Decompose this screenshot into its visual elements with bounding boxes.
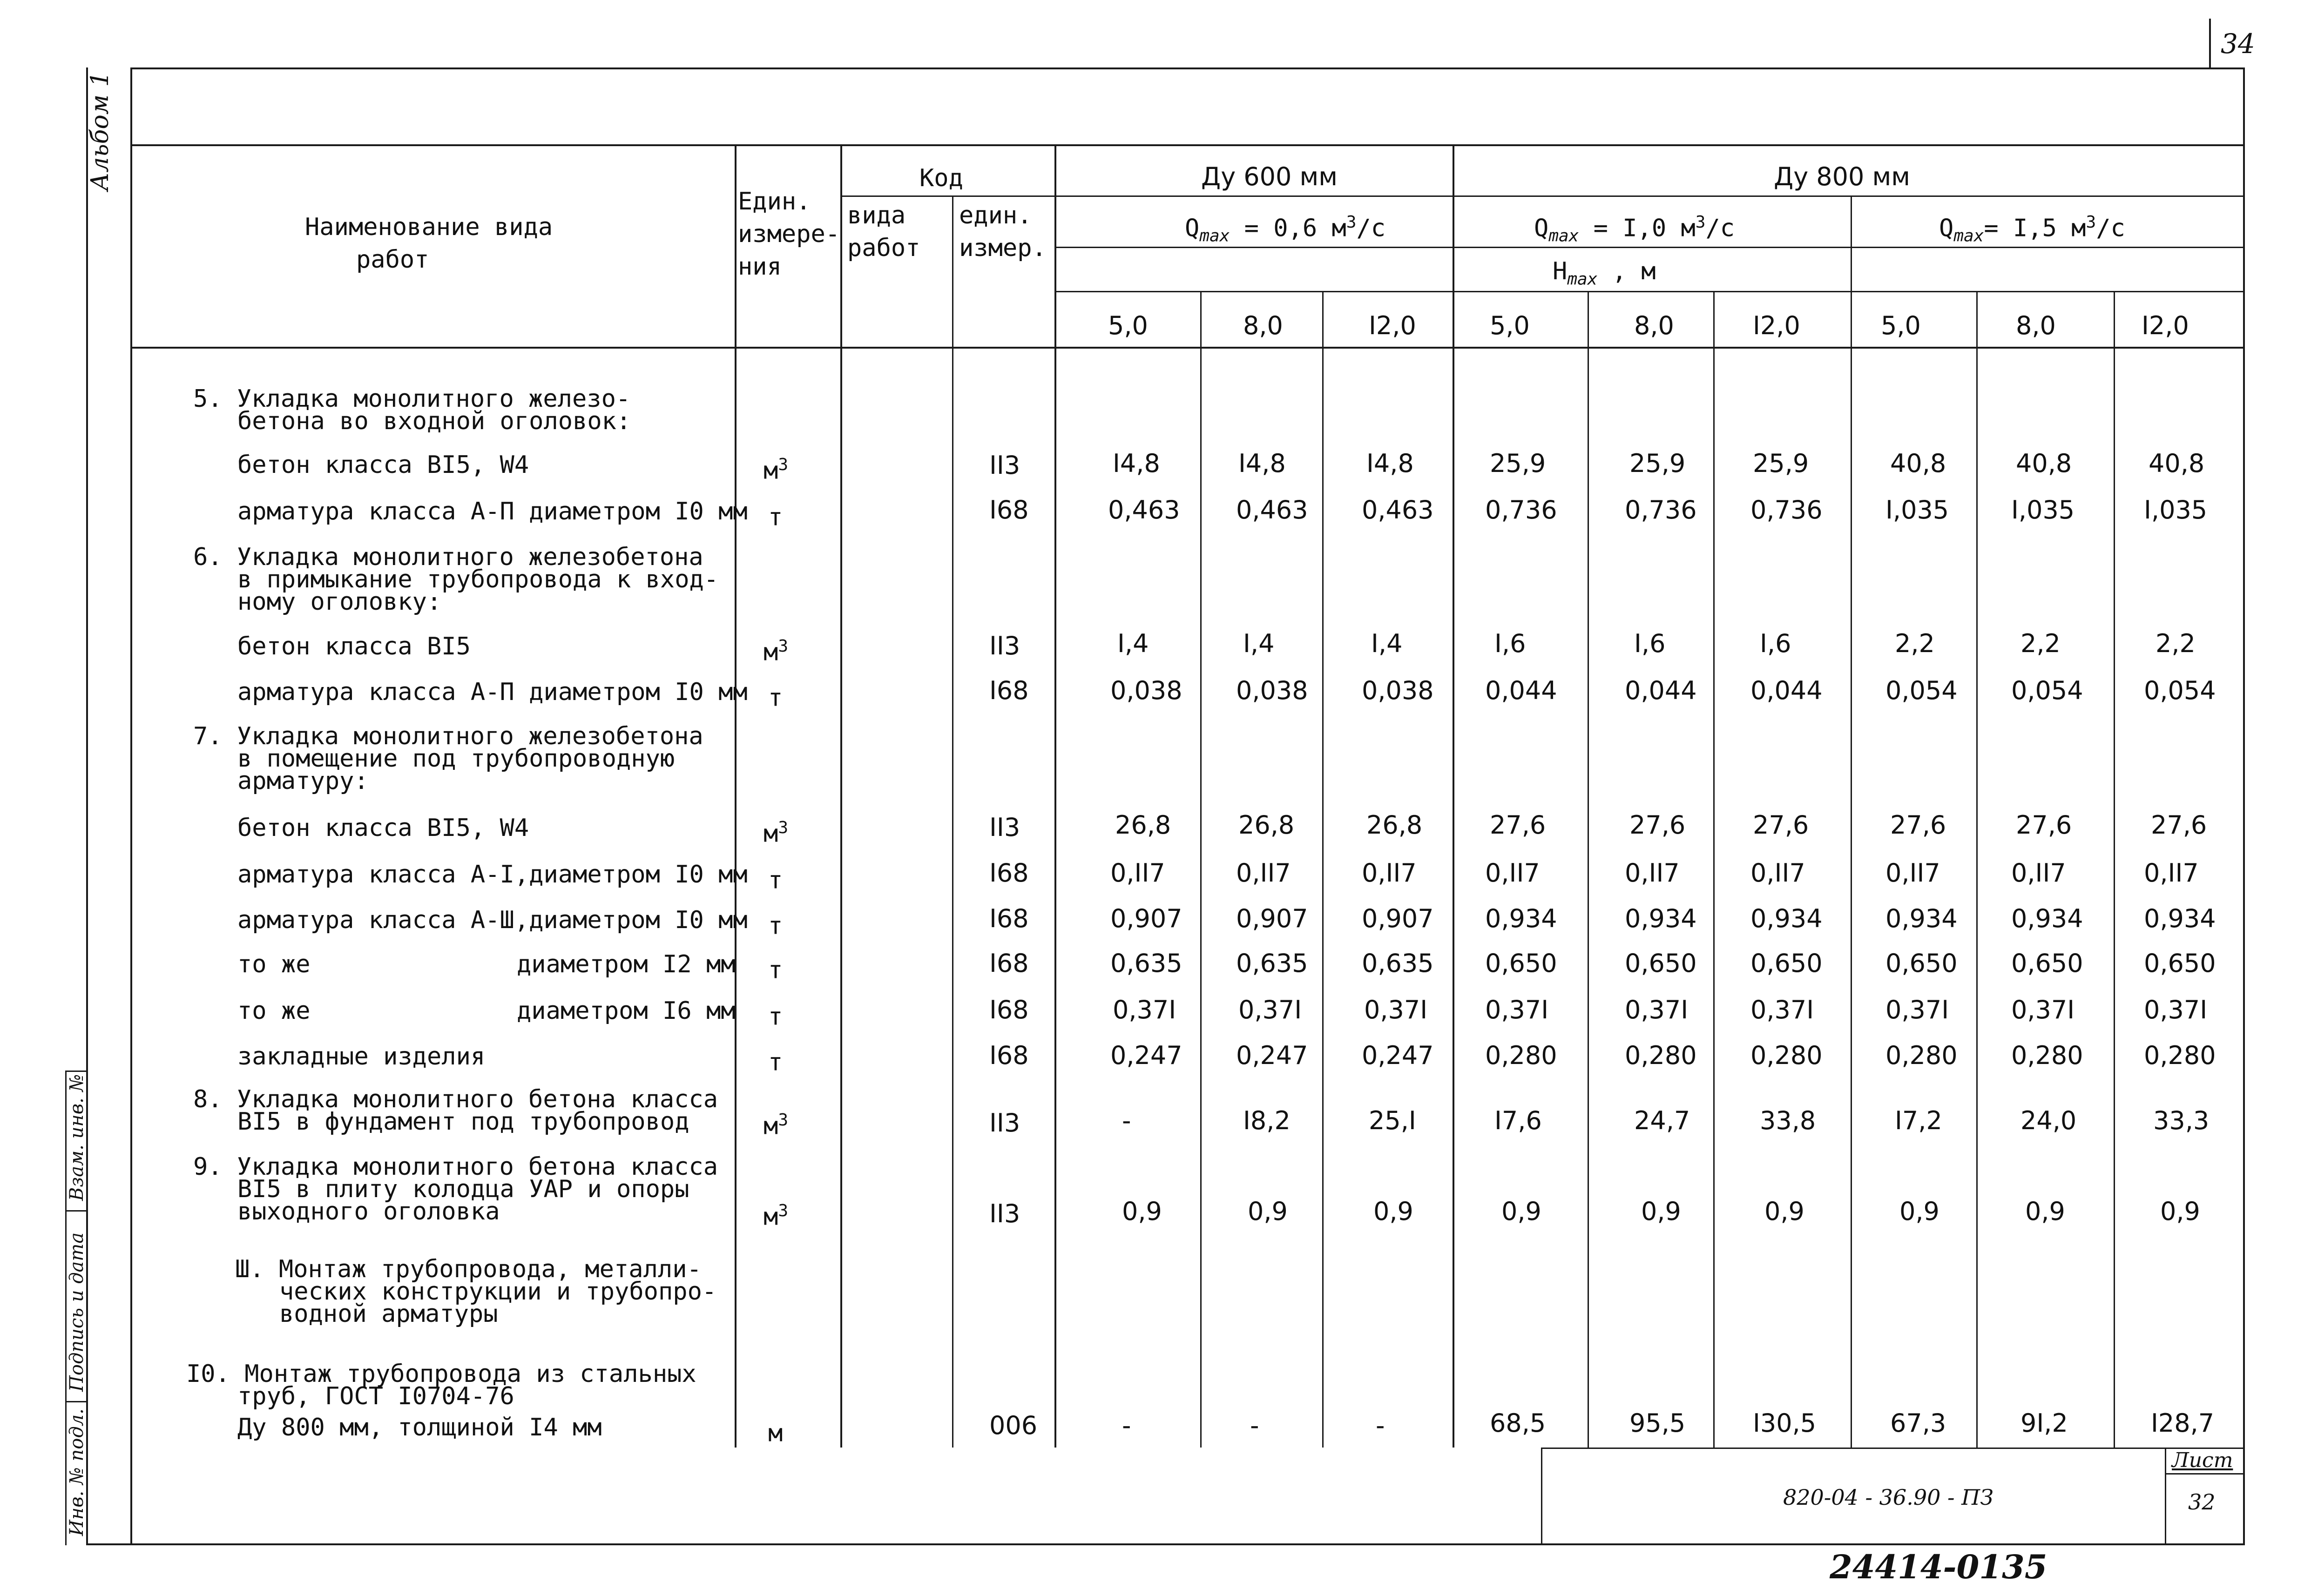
row-value: 0,9 <box>1899 1197 1939 1226</box>
header-code: Код <box>919 164 963 192</box>
col-line-v5 <box>1713 291 1715 1448</box>
row-value: 0,280 <box>1750 1041 1823 1070</box>
header-q06: $Q_{max} = 0,6$ $м^3/c$ <box>1185 213 1386 246</box>
row-name: бетон класса BI5, W4 <box>237 814 529 842</box>
section-9-line1: 9. Укладка монолитного бетона класса <box>193 1153 718 1181</box>
section-9-line2: BI5 в плиту колодца УАР и опоры <box>237 1175 689 1203</box>
row-unit: т <box>768 912 783 940</box>
section-10-line1: I0. Монтаж трубопровода из стальных <box>186 1360 696 1388</box>
frame-bottom <box>86 1543 2245 1545</box>
row-value: 0,37I <box>1885 995 1949 1024</box>
row-code: I68 <box>989 676 1029 705</box>
row-value: 0,37I <box>1485 995 1549 1024</box>
col-line-du <box>1453 144 1454 1448</box>
stamp-left-line <box>1541 1448 1542 1545</box>
header-code-work-1: вида <box>847 202 906 229</box>
row-value: 0,280 <box>1485 1041 1557 1070</box>
row-value: 0,736 <box>1485 495 1557 525</box>
row-value: 40,8 <box>2149 449 2205 478</box>
row-value: 0,II7 <box>1236 858 1291 888</box>
row-value: 0,044 <box>1625 676 1697 705</box>
stamp-inv-podl: Инв. № подл. <box>66 1408 88 1536</box>
row-value: 0,635 <box>1362 949 1434 978</box>
row-unit: т <box>768 866 783 895</box>
row-code: II3 <box>989 1199 1020 1228</box>
row-value: 0,9 <box>2025 1197 2065 1226</box>
col-line-v1 <box>1200 291 1202 1448</box>
row-value: 25,9 <box>1629 449 1686 478</box>
row-value: I,035 <box>2011 495 2075 525</box>
header-code-work-2: работ <box>847 234 920 262</box>
header-code-unit-1: един. <box>959 202 1032 229</box>
section-8-line1: 8. Укладка монолитного бетона класса <box>193 1085 718 1113</box>
row-value: - <box>1376 1411 1385 1440</box>
section-5-line2: бетона во входной оголовок: <box>237 407 631 435</box>
row-value: I,035 <box>2144 495 2208 525</box>
row-name: то же <box>237 997 311 1025</box>
col-line-v2 <box>1322 291 1324 1448</box>
header-h-value: 8,0 <box>2016 311 2056 340</box>
row-value: 26,8 <box>1366 810 1423 840</box>
row-value: 0,650 <box>1750 949 1823 978</box>
header-h-value: 8,0 <box>1634 311 1674 340</box>
row-code: I68 <box>989 1041 1029 1070</box>
album-label: Альбом 1 <box>86 71 114 191</box>
row-code: II3 <box>989 451 1020 480</box>
header-hmax: $H_{max}$ , м <box>1553 257 1656 289</box>
frame-top <box>130 67 2245 69</box>
row-value: 27,6 <box>1490 810 1546 840</box>
stamp-sheet-label: Лист <box>2172 1448 2233 1472</box>
row-value: 0,054 <box>2011 676 2083 705</box>
row-value: 25,9 <box>1490 449 1546 478</box>
row-unit: т <box>768 684 783 712</box>
row-value: 0,II7 <box>2144 858 2199 888</box>
row-value: I,4 <box>1243 629 1275 658</box>
col-line-v8 <box>2114 291 2115 1448</box>
row-value: 0,247 <box>1110 1041 1183 1070</box>
row-value: I7,6 <box>1494 1106 1542 1135</box>
row-value: 40,8 <box>1890 449 1946 478</box>
stamp-margin-h2 <box>65 1210 88 1212</box>
row-value: 0,280 <box>1625 1041 1697 1070</box>
row-value: 68,5 <box>1490 1408 1546 1438</box>
row-value: 0,038 <box>1362 676 1434 705</box>
row-value: 0,II7 <box>2011 858 2066 888</box>
row-value: I30,5 <box>1753 1408 1817 1438</box>
row-code: 006 <box>989 1411 1038 1440</box>
section-3-line1: Ш. Монтаж трубопровода, металли- <box>235 1255 702 1283</box>
row-value: 0,934 <box>1885 904 1958 933</box>
row-value: 0,934 <box>1625 904 1697 933</box>
row-code: I68 <box>989 904 1029 933</box>
section-6-line2: в примыкание трубопровода к вход- <box>237 566 719 593</box>
row-code: II3 <box>989 813 1020 842</box>
stamp-margin-h3 <box>65 1401 88 1402</box>
row-value: 2,2 <box>2020 629 2061 658</box>
row-value: 0,9 <box>1641 1197 1681 1226</box>
row-value: 25,9 <box>1753 449 1809 478</box>
row-unit: $м^3$ <box>764 1111 788 1140</box>
row-value: 26,8 <box>1238 810 1295 840</box>
stamp-doc-code: 820-04 - 36.90 - ПЗ <box>1783 1485 1993 1510</box>
section-6-line3: ному оголовку: <box>237 588 442 616</box>
row-value: 27,6 <box>2151 810 2207 840</box>
row-value: 0,934 <box>2144 904 2216 933</box>
header-unit-2: измере- <box>738 220 840 248</box>
row-name: бетон класса BI5 <box>237 633 471 660</box>
row-value: 40,8 <box>2016 449 2072 478</box>
row-value: 0,635 <box>1110 949 1183 978</box>
row-value: 0,736 <box>1625 495 1697 525</box>
row-value: I,4 <box>1371 629 1403 658</box>
header-h-value: 8,0 <box>1243 311 1283 340</box>
row-unit: т <box>768 1048 783 1077</box>
row-name: закладные изделия <box>237 1043 486 1071</box>
header-name-line1: Наименование вида <box>305 213 553 241</box>
frame-left-inner <box>130 67 132 1545</box>
row-value: I,6 <box>1494 629 1526 658</box>
row-value: 0,736 <box>1750 495 1823 525</box>
row-value: 0,II7 <box>1362 858 1417 888</box>
row-value: 0,044 <box>1485 676 1557 705</box>
section-5-line1: 5. Укладка монолитного железо- <box>193 385 631 413</box>
header-name-line2: работ <box>356 246 429 274</box>
row-value: 0,907 <box>1236 904 1308 933</box>
row-unit: $м^3$ <box>764 455 788 485</box>
row-value: 0,054 <box>1885 676 1958 705</box>
row-unit: $м^3$ <box>764 637 788 667</box>
row-value: I,6 <box>1760 629 1791 658</box>
col-line-v7 <box>1976 291 1978 1448</box>
header-line-q <box>840 195 2244 197</box>
row-value: 0,37I <box>1113 995 1176 1024</box>
row-unit: т <box>768 956 783 984</box>
row-value: I,6 <box>1634 629 1666 658</box>
row-code: I68 <box>989 995 1029 1024</box>
col-line-v4 <box>1588 291 1589 1448</box>
header-h-value: I2,0 <box>1369 311 1416 340</box>
row-value: 0,9 <box>1248 1197 1288 1226</box>
row-value: 0,9 <box>1764 1197 1804 1226</box>
row-value: 0,054 <box>2144 676 2216 705</box>
row-value: 0,934 <box>1750 904 1823 933</box>
row-code: I68 <box>989 858 1029 888</box>
row-value: 24,7 <box>1634 1106 1690 1135</box>
bottom-code: 24414-01 <box>1830 1548 2002 1586</box>
row-name-diameter: диаметром I6 мм <box>517 997 736 1025</box>
row-name: арматура класса А-Ш,диаметром I0 мм <box>237 906 748 934</box>
row-code: I68 <box>989 949 1029 978</box>
row-value: 0,247 <box>1362 1041 1434 1070</box>
row-value: 2,2 <box>2156 629 2196 658</box>
row-value: 27,6 <box>2016 810 2072 840</box>
stamp-sheet-line <box>2165 1448 2166 1545</box>
row-value: 0,II7 <box>1750 858 1805 888</box>
header-du800: Ду 800 мм <box>1774 162 1911 191</box>
row-value: 24,0 <box>2020 1106 2077 1135</box>
section-6-line1: 6. Укладка монолитного железобетона <box>193 543 703 571</box>
header-h-value: 5,0 <box>1881 311 1921 340</box>
row-unit: $м^3$ <box>764 818 788 848</box>
row-value: I8,2 <box>1243 1106 1291 1135</box>
section-3-line3: водной арматуры <box>279 1300 498 1328</box>
row-value: 0,37I <box>2144 995 2208 1024</box>
row-value: 0,II7 <box>1110 858 1165 888</box>
row-value: 0,37I <box>1750 995 1814 1024</box>
row-value: 0,280 <box>1885 1041 1958 1070</box>
row-value: 27,6 <box>1890 810 1946 840</box>
header-h-value: 5,0 <box>1490 311 1530 340</box>
header-bottom-line <box>130 347 2245 349</box>
stamp-vzam-inv: Взам. инв. № <box>66 1074 88 1201</box>
header-code-unit-2: измер. <box>959 234 1047 262</box>
row-unit: т <box>768 503 783 532</box>
row-value: 0,650 <box>2144 949 2216 978</box>
col-line-code-work <box>952 195 953 1448</box>
row-value: 0,9 <box>1501 1197 1541 1226</box>
row-value: 26,8 <box>1115 810 1171 840</box>
row-value: 0,37I <box>1625 995 1689 1024</box>
row-value: 0,37I <box>1364 995 1428 1024</box>
row-value: - <box>1122 1411 1131 1440</box>
stamp-sheet-divider <box>2165 1473 2245 1475</box>
row-value: 0,650 <box>2011 949 2083 978</box>
row-name: то же <box>237 950 311 978</box>
row-value: 27,6 <box>1753 810 1809 840</box>
header-q15: $Q_{max}= I,5$ $м^3/c$ <box>1939 213 2125 246</box>
row-value: 0,II7 <box>1625 858 1680 888</box>
row-value: 0,907 <box>1362 904 1434 933</box>
row-value: 0,934 <box>2011 904 2083 933</box>
row-value: 0,463 <box>1362 495 1434 525</box>
col-line-name <box>735 144 737 1448</box>
header-du600: Ду 600 мм <box>1201 162 1338 191</box>
row-code: II3 <box>989 631 1020 660</box>
row-value: I4,8 <box>1113 449 1160 478</box>
stamp-sheet-number: 32 <box>2188 1489 2216 1515</box>
row-value: - <box>1250 1411 1259 1440</box>
header-top-line <box>130 144 2245 146</box>
row-value: 33,8 <box>1760 1106 1816 1135</box>
row-value: I7,2 <box>1895 1106 1942 1135</box>
row-value: 0,II7 <box>1885 858 1940 888</box>
row-value: 2,2 <box>1895 629 1935 658</box>
row-value: 0,280 <box>2011 1041 2083 1070</box>
row-value: 0,247 <box>1236 1041 1308 1070</box>
header-h-value: I2,0 <box>2142 311 2189 340</box>
row-value: 95,5 <box>1629 1408 1686 1438</box>
row-value: 25,I <box>1369 1106 1416 1135</box>
section-7-line2: в помещение под трубопроводную <box>237 745 675 773</box>
page-number-top: 34 <box>2221 28 2255 60</box>
row-name: арматура класса А-П диаметром I0 мм <box>237 678 748 706</box>
row-value: 67,3 <box>1890 1408 1946 1438</box>
row-value: 0,37I <box>1238 995 1302 1024</box>
row-value: 0,280 <box>2144 1041 2216 1070</box>
row-value: 0,650 <box>1485 949 1557 978</box>
row-value: 0,650 <box>1885 949 1958 978</box>
col-line-unit <box>840 144 842 1448</box>
row-name: арматура класса А-I,диаметром I0 мм <box>237 861 748 889</box>
row-value: 0,9 <box>1373 1197 1413 1226</box>
section-8-line2: BI5 в фундамент под трубопровод <box>237 1108 689 1136</box>
row-value: 0,463 <box>1108 495 1180 525</box>
bottom-number: 35 <box>2002 1548 2047 1586</box>
stamp-podpis-data: Подпись и дата <box>66 1232 88 1392</box>
section-3-line2: ческих конструкции и трубопро- <box>279 1278 717 1306</box>
row-unit: $м^3$ <box>764 1201 788 1231</box>
section-7-line3: арматуру: <box>237 767 369 795</box>
row-value: 27,6 <box>1629 810 1686 840</box>
stamp-margin-h1 <box>65 1071 88 1072</box>
frame-right <box>2243 67 2245 1545</box>
row-value: - <box>1122 1106 1131 1135</box>
header-q10: $Q_{max} = I,0$ $м^3/c$ <box>1534 213 1735 246</box>
row-value: 0,038 <box>1110 676 1183 705</box>
row-value: 0,907 <box>1110 904 1183 933</box>
col-line-q15 <box>1851 195 1852 1448</box>
row-value: 0,044 <box>1750 676 1823 705</box>
header-h-value: 5,0 <box>1108 311 1148 340</box>
row-code: II3 <box>989 1108 1020 1138</box>
row-value: 0,II7 <box>1485 858 1540 888</box>
row-value: 33,3 <box>2153 1106 2210 1135</box>
row-value: I,035 <box>1885 495 1949 525</box>
row-value: I4,8 <box>1366 449 1414 478</box>
section-7-line1: 7. Укладка монолитного железобетона <box>193 722 703 750</box>
row-value: 0,9 <box>2160 1197 2200 1226</box>
row-unit: м <box>768 1419 783 1448</box>
section-9-line3: выходного оголовка <box>237 1198 500 1226</box>
stamp-top-line <box>1541 1448 2245 1449</box>
row-code: I68 <box>989 495 1029 525</box>
row-value: 0,635 <box>1236 949 1308 978</box>
row-value: 0,650 <box>1625 949 1697 978</box>
row-value: 0,463 <box>1236 495 1308 525</box>
row-value: 9I,2 <box>2020 1408 2068 1438</box>
page-number-box-left <box>2209 19 2211 69</box>
row-value: 0,37I <box>2011 995 2075 1024</box>
row-value: I,4 <box>1117 629 1149 658</box>
row-name: бетон класса BI5, W4 <box>237 451 529 479</box>
header-h-value: I2,0 <box>1753 311 1800 340</box>
col-line-code-unit <box>1054 144 1056 1448</box>
section-10-line2: труб, ГОСТ I0704-76 <box>237 1382 514 1410</box>
row-name: Ду 800 мм, толщиной I4 мм <box>237 1414 602 1441</box>
row-name-diameter: диаметром I2 мм <box>517 950 736 978</box>
row-value: I28,7 <box>2151 1408 2215 1438</box>
row-value: 0,9 <box>1122 1197 1162 1226</box>
row-unit: т <box>768 1003 783 1031</box>
row-value: 0,934 <box>1485 904 1557 933</box>
row-name: арматура класса А-П диаметром I0 мм <box>237 498 748 525</box>
header-unit-1: Един. <box>738 188 811 215</box>
header-unit-3: ния <box>738 253 782 281</box>
row-value: 0,038 <box>1236 676 1308 705</box>
row-value: I4,8 <box>1238 449 1286 478</box>
